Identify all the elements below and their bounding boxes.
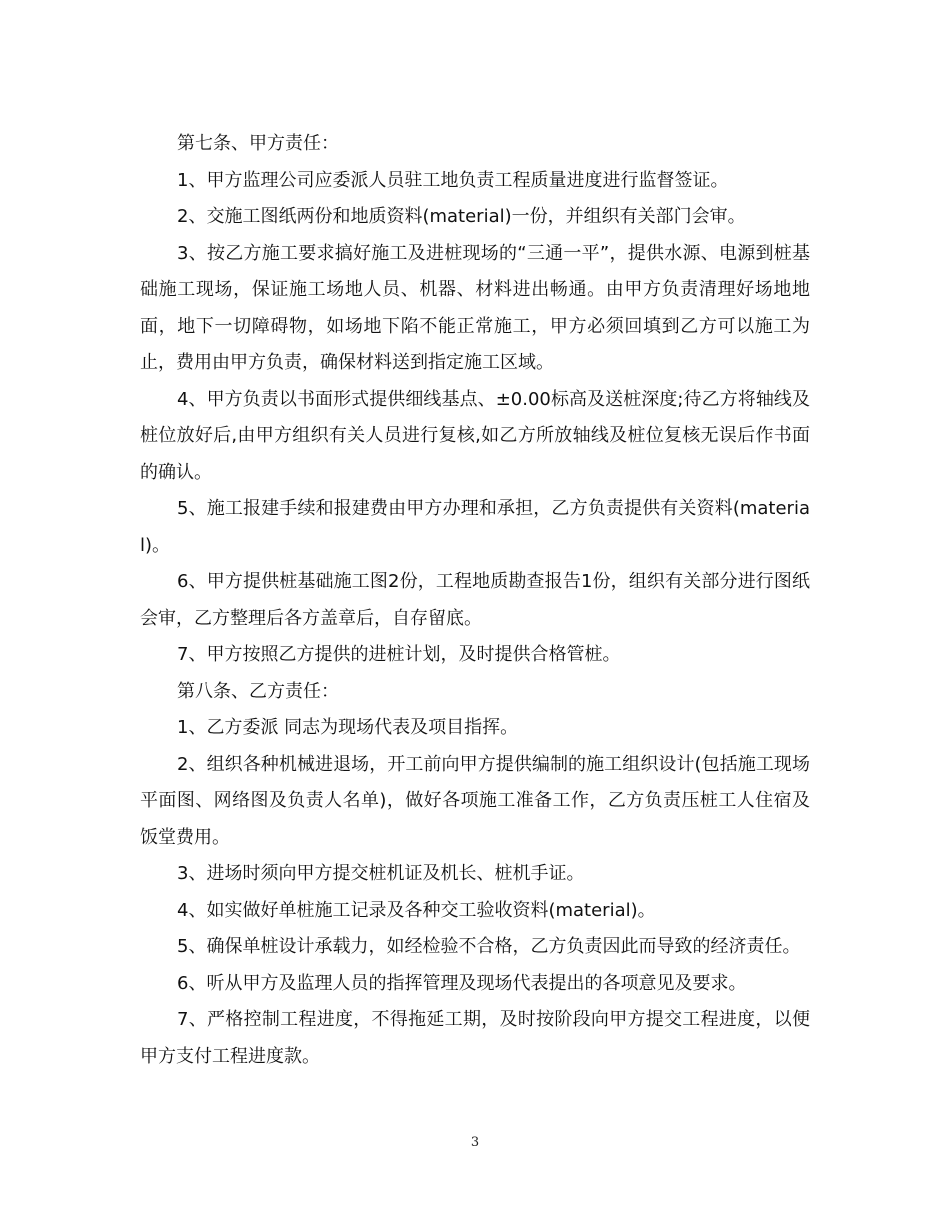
paragraph: 4、如实做好单桩施工记录及各种交工验收资料(material)。 — [177, 899, 656, 921]
page-number: 3 — [470, 1135, 480, 1150]
paragraph: 2、交施工图纸两份和地质资料(material)一份，并组织有关部门会审。 — [177, 206, 746, 227]
section-heading-article-7: 第七条、甲方责任： — [177, 133, 339, 154]
paragraph: 3、进场时须向甲方提交桩机证及机长、桩机手证。 — [177, 863, 585, 884]
paragraph: 6、甲方提供桩基础施工图2份，工程地质勘查报告1份，组织有关部分进行图纸会审，乙方整理后各方盖章后，自存留底。 — [140, 571, 810, 629]
paragraph: 1、甲方监理公司应委派人员驻工地负责工程质量进度进行监督签证。 — [177, 169, 729, 191]
paragraph: 6、听从甲方及监理人员的指挥管理及现场代表提出的各项意见及要求。 — [177, 972, 747, 994]
paragraph: 7、严格控制工程进度，不得拖延工期，及时按阶段向甲方提交工程进度，以便甲方支付工程进度款。 — [140, 1009, 810, 1067]
paragraph: 2、组织各种机械进退场，开工前向甲方提供编制的施工组织设计(包括施工现场平面图、网络图及负责人名单)，做好各项施工准备工作，乙方负责压桩工人住宿及饭堂费用。 — [140, 753, 810, 848]
paragraph: 7、甲方按照乙方提供的进桩计划，及时提供合格管桩。 — [177, 644, 621, 665]
section-heading-article-8: 第八条、乙方责任： — [177, 680, 339, 702]
paragraph: 5、确保单桩设计承载力，如经检验不合格，乙方负责因此而导致的经济责任。 — [177, 936, 801, 957]
paragraph: 3、按乙方施工要求搞好施工及进桩现场的“三通一平”，提供水源、电源到桩基础施工现场，保证施工场地人员、机器、材料进出畅通。由甲方负责清理好场地地面，地下一切障碍物，如场地下陷不能正常施工，甲方必须回填到乙方可以施工为止，费用由甲方负责，确保材料送到指定施工区域。 — [140, 242, 810, 373]
document-body — [140, 126, 810, 1075]
paragraph: 5、施工报建手续和报建费由甲方办理和承担，乙方负责提供有关资料(material)。 — [140, 498, 810, 556]
paragraph: 4、甲方负责以书面形式提供细线基点、±0.00标高及送桩深度;待乙方将轴线及桩位放好后,由甲方组织有关人员进行复核,如乙方所放轴线及桩位复核无误后作书面的确认。 — [140, 388, 810, 483]
paragraph: 1、乙方委派 同志为现场代表及项目指挥。 — [177, 717, 519, 738]
